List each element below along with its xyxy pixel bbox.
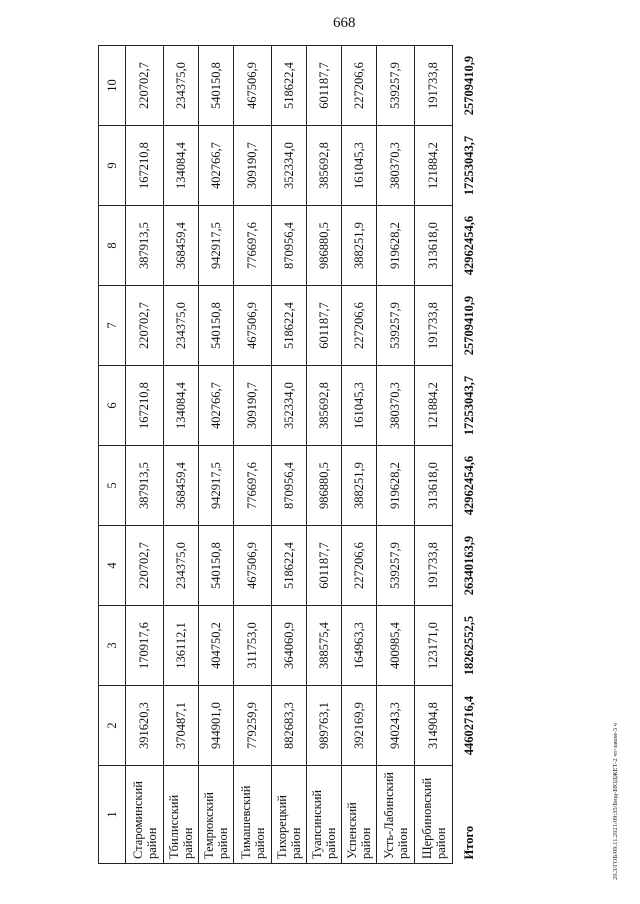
value-cell: 385692,8 (307, 126, 342, 206)
value-cell: 370487,1 (164, 686, 199, 766)
value-cell: 518622,4 (272, 526, 307, 606)
total-value-cell: 42962454,6 (461, 455, 476, 516)
table-row (377, 46, 415, 864)
value-cell: 919628,2 (377, 206, 415, 286)
value-cell: 540150,8 (199, 46, 234, 126)
value-cell: 368459,4 (164, 446, 199, 526)
table-row (342, 46, 377, 864)
column-header: 1 (99, 766, 126, 864)
value-cell: 364060,9 (272, 606, 307, 686)
value-cell: 601187,7 (307, 46, 342, 126)
value-cell: 220702,7 (126, 46, 164, 126)
value-cell: 167210,8 (126, 126, 164, 206)
district-name-cell: Усть-Лабинский район (377, 766, 415, 864)
value-cell: 539257,9 (377, 46, 415, 126)
value-cell: 986880,5 (307, 446, 342, 526)
value-cell: 540150,8 (199, 526, 234, 606)
district-name-cell: Тбилисский район (164, 766, 199, 864)
value-cell: 385692,8 (307, 366, 342, 446)
table-row (126, 46, 164, 864)
value-cell: 942917,5 (199, 206, 234, 286)
value-cell: 121884,2 (415, 126, 453, 206)
value-cell: 352334,0 (272, 126, 307, 206)
value-cell: 380370,3 (377, 366, 415, 446)
column-header: 3 (99, 606, 126, 686)
table-row (272, 46, 307, 864)
value-cell: 220702,7 (126, 286, 164, 366)
value-cell: 404750,2 (199, 606, 234, 686)
value-cell: 161045,3 (342, 126, 377, 206)
total-value-cell: 17253043,7 (461, 135, 476, 196)
district-name-cell: Щербиновский район (415, 766, 453, 864)
column-header: 9 (99, 126, 126, 206)
value-cell: 776697,6 (234, 446, 272, 526)
value-cell: 467506,9 (234, 526, 272, 606)
value-cell: 518622,4 (272, 46, 307, 126)
total-row (453, 46, 486, 864)
column-header: 6 (99, 366, 126, 446)
value-cell: 309190,7 (234, 126, 272, 206)
district-name-cell: Тихорецкий район (272, 766, 307, 864)
table-row (307, 46, 342, 864)
total-value-cell: 42962454,6 (461, 215, 476, 276)
value-cell: 191733,8 (415, 46, 453, 126)
value-cell: 601187,7 (307, 526, 342, 606)
district-name-cell: Темрюкский район (199, 766, 234, 864)
value-cell: 134084,4 (164, 366, 199, 446)
value-cell: 870956,4 (272, 206, 307, 286)
value-cell: 776697,6 (234, 206, 272, 286)
value-cell: 123171,0 (415, 606, 453, 686)
header-row (99, 46, 126, 864)
value-cell: 387913,5 (126, 446, 164, 526)
table-row (234, 46, 272, 864)
district-name-cell: Тимашевский район (234, 766, 272, 864)
column-header: 2 (99, 686, 126, 766)
column-header: 7 (99, 286, 126, 366)
value-cell: 191733,8 (415, 526, 453, 606)
column-header: 10 (99, 46, 126, 126)
value-cell: 220702,7 (126, 526, 164, 606)
value-cell: 387913,5 (126, 206, 164, 286)
value-cell: 986880,5 (307, 206, 342, 286)
column-header: 4 (99, 526, 126, 606)
value-cell: 402766,7 (199, 366, 234, 446)
value-cell: 919628,2 (377, 446, 415, 526)
value-cell: 161045,3 (342, 366, 377, 446)
table-body (126, 46, 486, 864)
total-value-cell: 44602716,4 (461, 695, 476, 756)
value-cell: 388251,9 (342, 206, 377, 286)
document-path-stamp: 20.3/ГОБ/09.11.2021/09:35/Бюд-БЮДЖЕТ-2 чт-закон-3 ч (612, 723, 619, 880)
value-cell: 942917,5 (199, 446, 234, 526)
total-label: Итого (462, 825, 476, 860)
value-cell: 388251,9 (342, 446, 377, 526)
value-cell: 191733,8 (415, 286, 453, 366)
value-cell: 170917,6 (126, 606, 164, 686)
total-value-cell: 25709410,9 (461, 295, 476, 356)
value-cell: 313618,0 (415, 446, 453, 526)
value-cell: 167210,8 (126, 366, 164, 446)
value-cell: 227206,6 (342, 286, 377, 366)
value-cell: 870956,4 (272, 446, 307, 526)
district-name-cell: Туапсинский район (307, 766, 342, 864)
value-cell: 234375,0 (164, 46, 199, 126)
value-cell: 539257,9 (377, 286, 415, 366)
value-cell: 539257,9 (377, 526, 415, 606)
value-cell: 234375,0 (164, 286, 199, 366)
value-cell: 540150,8 (199, 286, 234, 366)
value-cell: 989763,1 (307, 686, 342, 766)
value-cell: 400985,4 (377, 606, 415, 686)
table-row (415, 46, 453, 864)
budget-table (98, 45, 485, 864)
column-header: 5 (99, 446, 126, 526)
value-cell: 352334,0 (272, 366, 307, 446)
value-cell: 392169,9 (342, 686, 377, 766)
value-cell: 121884,2 (415, 366, 453, 446)
rotated-table-container (98, 46, 476, 864)
value-cell: 311753,0 (234, 606, 272, 686)
page-number: 668 (333, 15, 356, 31)
value-cell: 388575,4 (307, 606, 342, 686)
total-value-cell: 26340163,9 (461, 535, 476, 596)
value-cell: 467506,9 (234, 46, 272, 126)
value-cell: 391620,3 (126, 686, 164, 766)
value-cell: 882683,3 (272, 686, 307, 766)
value-cell: 134084,4 (164, 126, 199, 206)
value-cell: 314904,8 (415, 686, 453, 766)
value-cell: 380370,3 (377, 126, 415, 206)
value-cell: 234375,0 (164, 526, 199, 606)
table-row (199, 46, 234, 864)
column-header: 8 (99, 206, 126, 286)
value-cell: 136112,1 (164, 606, 199, 686)
district-name-cell: Староминский район (126, 766, 164, 864)
value-cell: 518622,4 (272, 286, 307, 366)
total-value-cell: 17253043,7 (461, 375, 476, 436)
value-cell: 368459,4 (164, 206, 199, 286)
value-cell: 164963,3 (342, 606, 377, 686)
total-value-cell: 18262552,5 (461, 615, 476, 676)
value-cell: 227206,6 (342, 46, 377, 126)
total-value-cell: 25709410,9 (461, 55, 476, 116)
value-cell: 601187,7 (307, 286, 342, 366)
value-cell: 940243,3 (377, 686, 415, 766)
value-cell: 309190,7 (234, 366, 272, 446)
value-cell: 227206,6 (342, 526, 377, 606)
district-name-cell: Успенский район (342, 766, 377, 864)
value-cell: 944901,0 (199, 686, 234, 766)
value-cell: 467506,9 (234, 286, 272, 366)
value-cell: 402766,7 (199, 126, 234, 206)
value-cell: 313618,0 (415, 206, 453, 286)
table-row (164, 46, 199, 864)
value-cell: 779259,9 (234, 686, 272, 766)
